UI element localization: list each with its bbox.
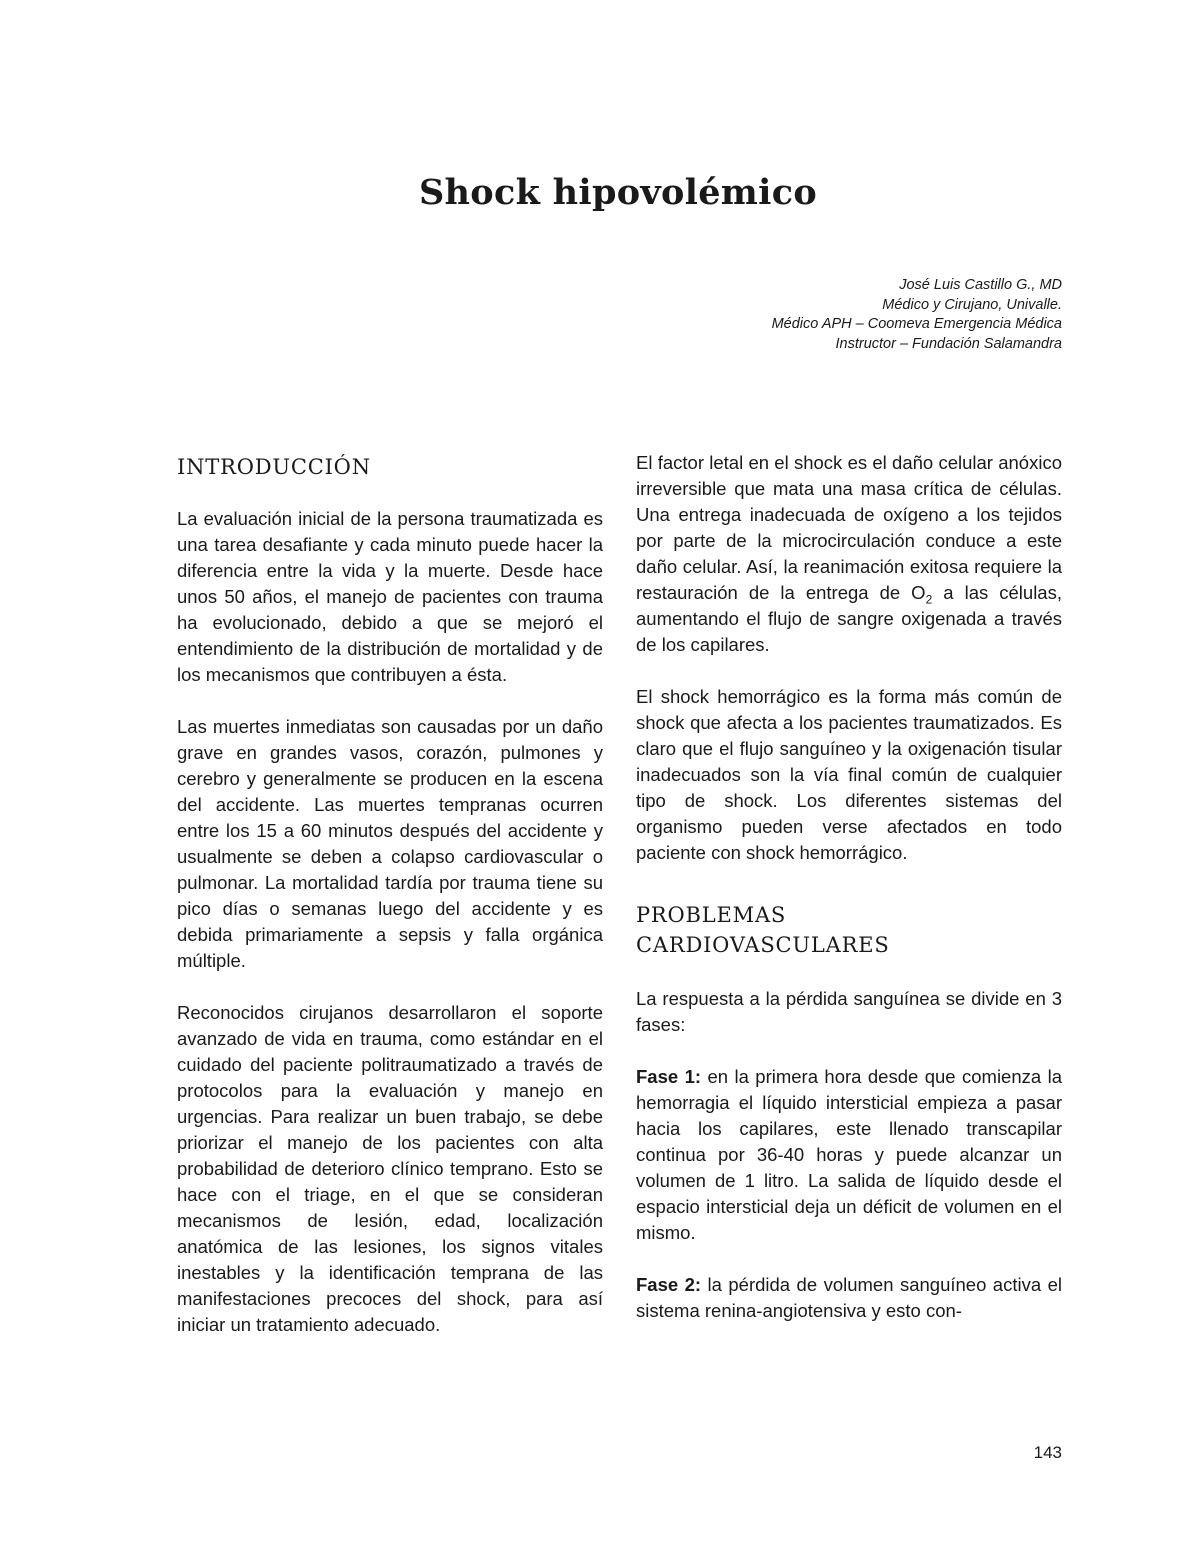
paragraph-fase-2 [636, 1272, 1062, 1324]
paragraph [636, 450, 1062, 658]
paragraph: Reconocidos cirujanos desarrollaron el soporte avanzado de vida en trauma, como estándar en el cuidado del paciente politraumatizado a través de protocolos para la evaluación y manejo en urgencias. Para realizar un buen trabajo, se debe priorizar el manejo de los pacientes con alta probabilidad de deterioro clínico temprano. Esto se hace con el triage, en el que se consideran mecanismos de lesión, edad, localización anatómica de las lesiones, los signos vitales inestables y la identificación temprana de las manifestaciones precoces del shock, para así iniciar un tratamiento adecuado. [177, 1002, 603, 1335]
author-block [772, 276, 1062, 354]
subscript: 2 [925, 592, 933, 607]
heading-line: CARDIOVASCULARES [636, 933, 890, 957]
paragraph: El shock hemorrágico es la forma más común de shock que afecta a los pacientes traumatizados. Es claro que el flujo sanguíneo y la oxigenación tisular inadecuados son la vía final común de cualquier tipo de shock. Los diferentes sistemas del organismo pueden verse afectados en todo paciente con shock hemorrágico. [636, 686, 1062, 863]
paragraph-text: a las células, aumentando el flujo de sangre oxigenada a través de los capilares. [636, 582, 1062, 655]
left-column [177, 450, 603, 1364]
page-number: 143 [1033, 1443, 1062, 1462]
paragraph: La evaluación inicial de la persona traumatizada es una tarea desafiante y cada minuto puede hacer la diferencia entre la vida y la muerte. Desde hace unos 50 años, el manejo de pacientes con trauma ha evolucionado, debido a que se mejoró el entendimiento de la distribución de mortalidad y de los mecanismos que contribuyen a ésta. [177, 508, 603, 685]
section-heading-introduccion: INTRODUCCIÓN [177, 455, 371, 479]
heading-line: PROBLEMAS [636, 903, 787, 927]
paragraph-fase-1 [636, 1064, 1062, 1246]
paragraph-text: El factor letal en el shock es el daño celular anóxico irreversible que mata una masa crítica de células. Una entrega inadecuada de oxígeno a los tejidos por parte de la microcirculación conduce a este daño celular. Así, la reanimación exitosa requiere la restauración de la entrega de O [636, 452, 1062, 603]
right-column [636, 450, 1062, 1350]
author-affiliation-3: Instructor – Fundación Salamandra [835, 335, 1062, 352]
author-affiliation-2: Médico APH – Coomeva Emergencia Médica [771, 316, 1062, 332]
author-affiliation-1: Médico y Cirujano, Univalle. [882, 296, 1062, 313]
fase-label: Fase 1: [636, 1066, 702, 1087]
section-heading-problemas-cardiovasculares [636, 900, 1062, 960]
author-name: José Luis Castillo G., MD [899, 277, 1062, 293]
paragraph-text: en la primera hora desde que comienza la hemorragia el líquido intersticial empieza a pasar hacia los capilares, este llenado transcapilar continua por 36-40 horas y puede alcanzar un volumen de 1 litro. La salida de líquido desde el espacio intersticial deja un déficit de volumen en el mismo. [636, 1066, 1062, 1243]
page-title: Shock hipovolémico [418, 172, 817, 213]
fase-label: Fase 2: [636, 1274, 702, 1295]
paragraph: Las muertes inmediatas son causadas por un daño grave en grandes vasos, corazón, pulmones y cerebro y generalmente se producen en la escena del accidente. Las muertes tempranas ocurren entre los 15 a 60 minutos después del accidente y usualmente se deben a colapso cardiovascular o pulmonar. La mortalidad tardía por trauma tiene su pico días o semanas luego del accidente y es debida primariamente a sepsis y falla orgánica múltiple. [177, 716, 603, 971]
paragraph: La respuesta a la pérdida sanguínea se divide en 3 fases: [636, 988, 1062, 1035]
paragraph-text: la pérdida de volumen sanguíneo activa el sistema renina-angiotensiva y esto con- [636, 1274, 1062, 1321]
